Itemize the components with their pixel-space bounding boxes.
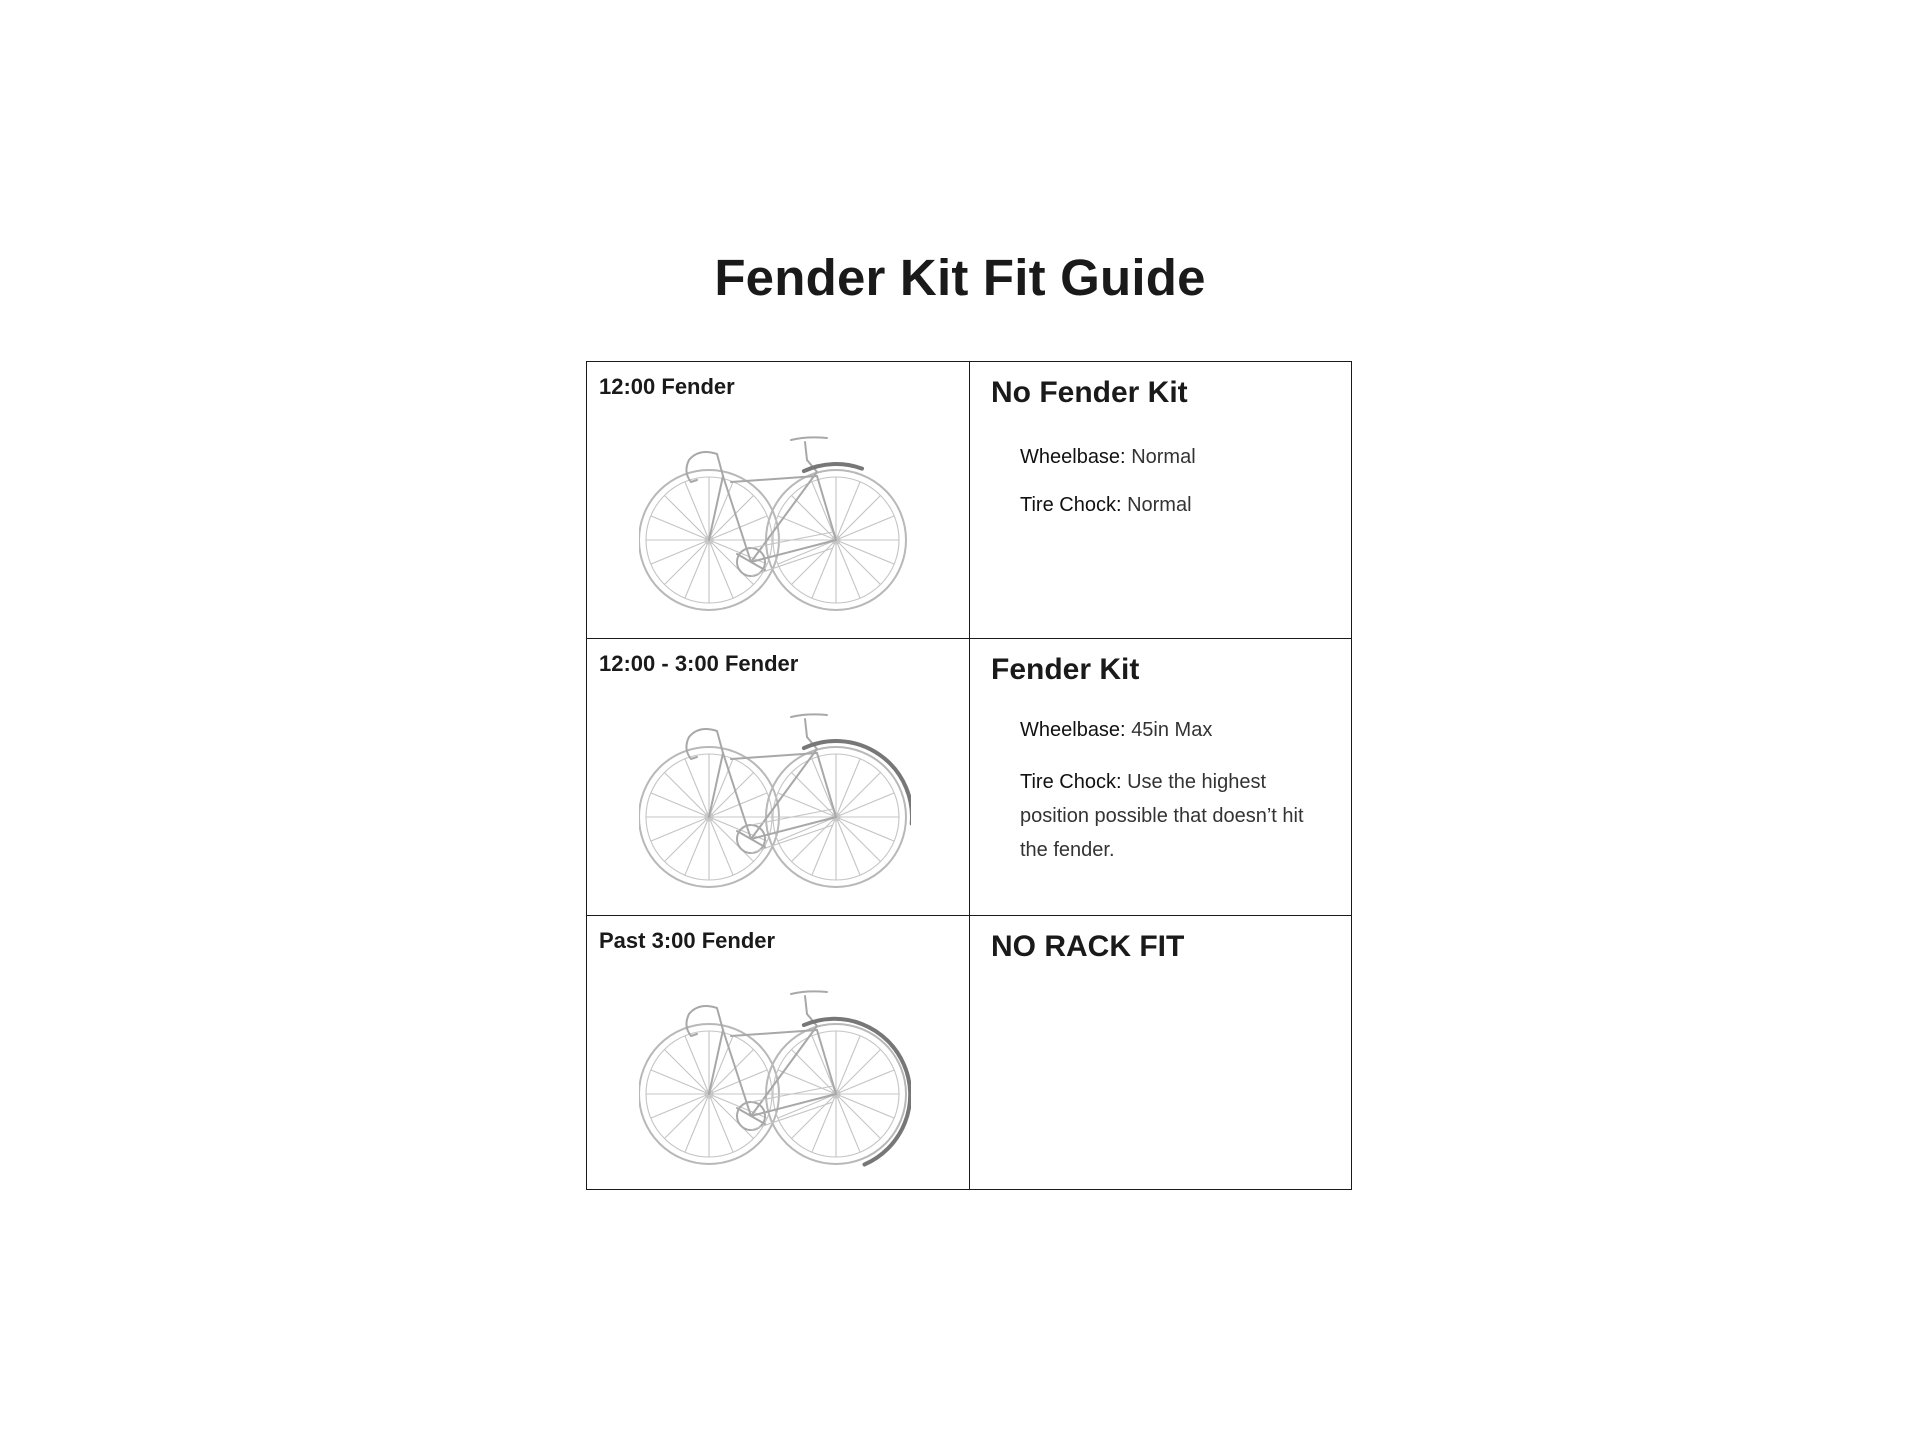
saddle — [791, 714, 827, 737]
spoke — [665, 1050, 710, 1095]
kit-cell-1 — [970, 362, 1351, 639]
kit-heading: No Fender Kit — [991, 376, 1188, 409]
fender-type-label: 12:00 - 3:00 Fender — [599, 651, 799, 676]
spoke — [665, 817, 710, 862]
spoke — [665, 496, 710, 541]
spoke — [665, 1094, 710, 1139]
fork — [709, 476, 723, 540]
fender-type-cell-2 — [587, 639, 970, 916]
wheelbase-spec — [1020, 713, 1320, 747]
tire-chock-value-line-3: the fender. — [1020, 839, 1115, 861]
tire-chock-label: Tire Chock: — [1020, 771, 1122, 793]
bike-past-3-fender-icon — [639, 974, 911, 1170]
spoke — [836, 817, 881, 862]
saddle — [791, 991, 827, 1014]
spoke — [836, 773, 881, 818]
fender-type-cell-3 — [587, 916, 970, 1189]
spoke — [665, 540, 710, 585]
wheelbase-value: 45in Max — [1131, 719, 1213, 741]
bike-12-to-3-fender-icon — [639, 697, 911, 893]
wheelbase-spec — [1020, 440, 1320, 474]
kit-heading: NO RACK FIT — [991, 930, 1185, 963]
wheelbase-value: Normal — [1131, 446, 1196, 468]
fork — [709, 753, 723, 817]
saddle — [791, 437, 827, 460]
tire-chock-label: Tire Chock: — [1020, 494, 1122, 516]
tire-chock-value: Normal — [1127, 494, 1192, 516]
fork — [709, 1030, 723, 1094]
bike-12-oclock-fender-icon — [639, 420, 911, 616]
tire-chock-spec — [1020, 765, 1320, 867]
fender-type-cell-1 — [587, 362, 970, 639]
rear-stays — [751, 476, 836, 562]
wheelbase-label: Wheelbase: — [1020, 719, 1126, 741]
fit-guide-table — [586, 361, 1352, 1190]
kit-cell-2 — [970, 639, 1351, 916]
spoke — [836, 1050, 881, 1095]
kit-heading: Fender Kit — [991, 653, 1140, 686]
spoke — [836, 496, 881, 541]
tire-chock-value-line-2: position possible that doesn’t hit — [1020, 805, 1304, 827]
wheelbase-label: Wheelbase: — [1020, 446, 1126, 468]
tire-chock-spec — [1020, 488, 1320, 522]
kit-cell-3 — [970, 916, 1351, 1189]
rear-stays — [751, 1030, 836, 1116]
spoke — [836, 540, 881, 585]
tire-chock-value-line-1: Use the highest — [1127, 771, 1267, 793]
spoke — [665, 773, 710, 818]
fender-type-label: 12:00 Fender — [599, 374, 735, 399]
spoke — [836, 1094, 881, 1139]
page-title: Fender Kit Fit Guide — [714, 249, 1206, 306]
fender-type-label: Past 3:00 Fender — [599, 928, 776, 953]
rear-stays — [751, 753, 836, 839]
